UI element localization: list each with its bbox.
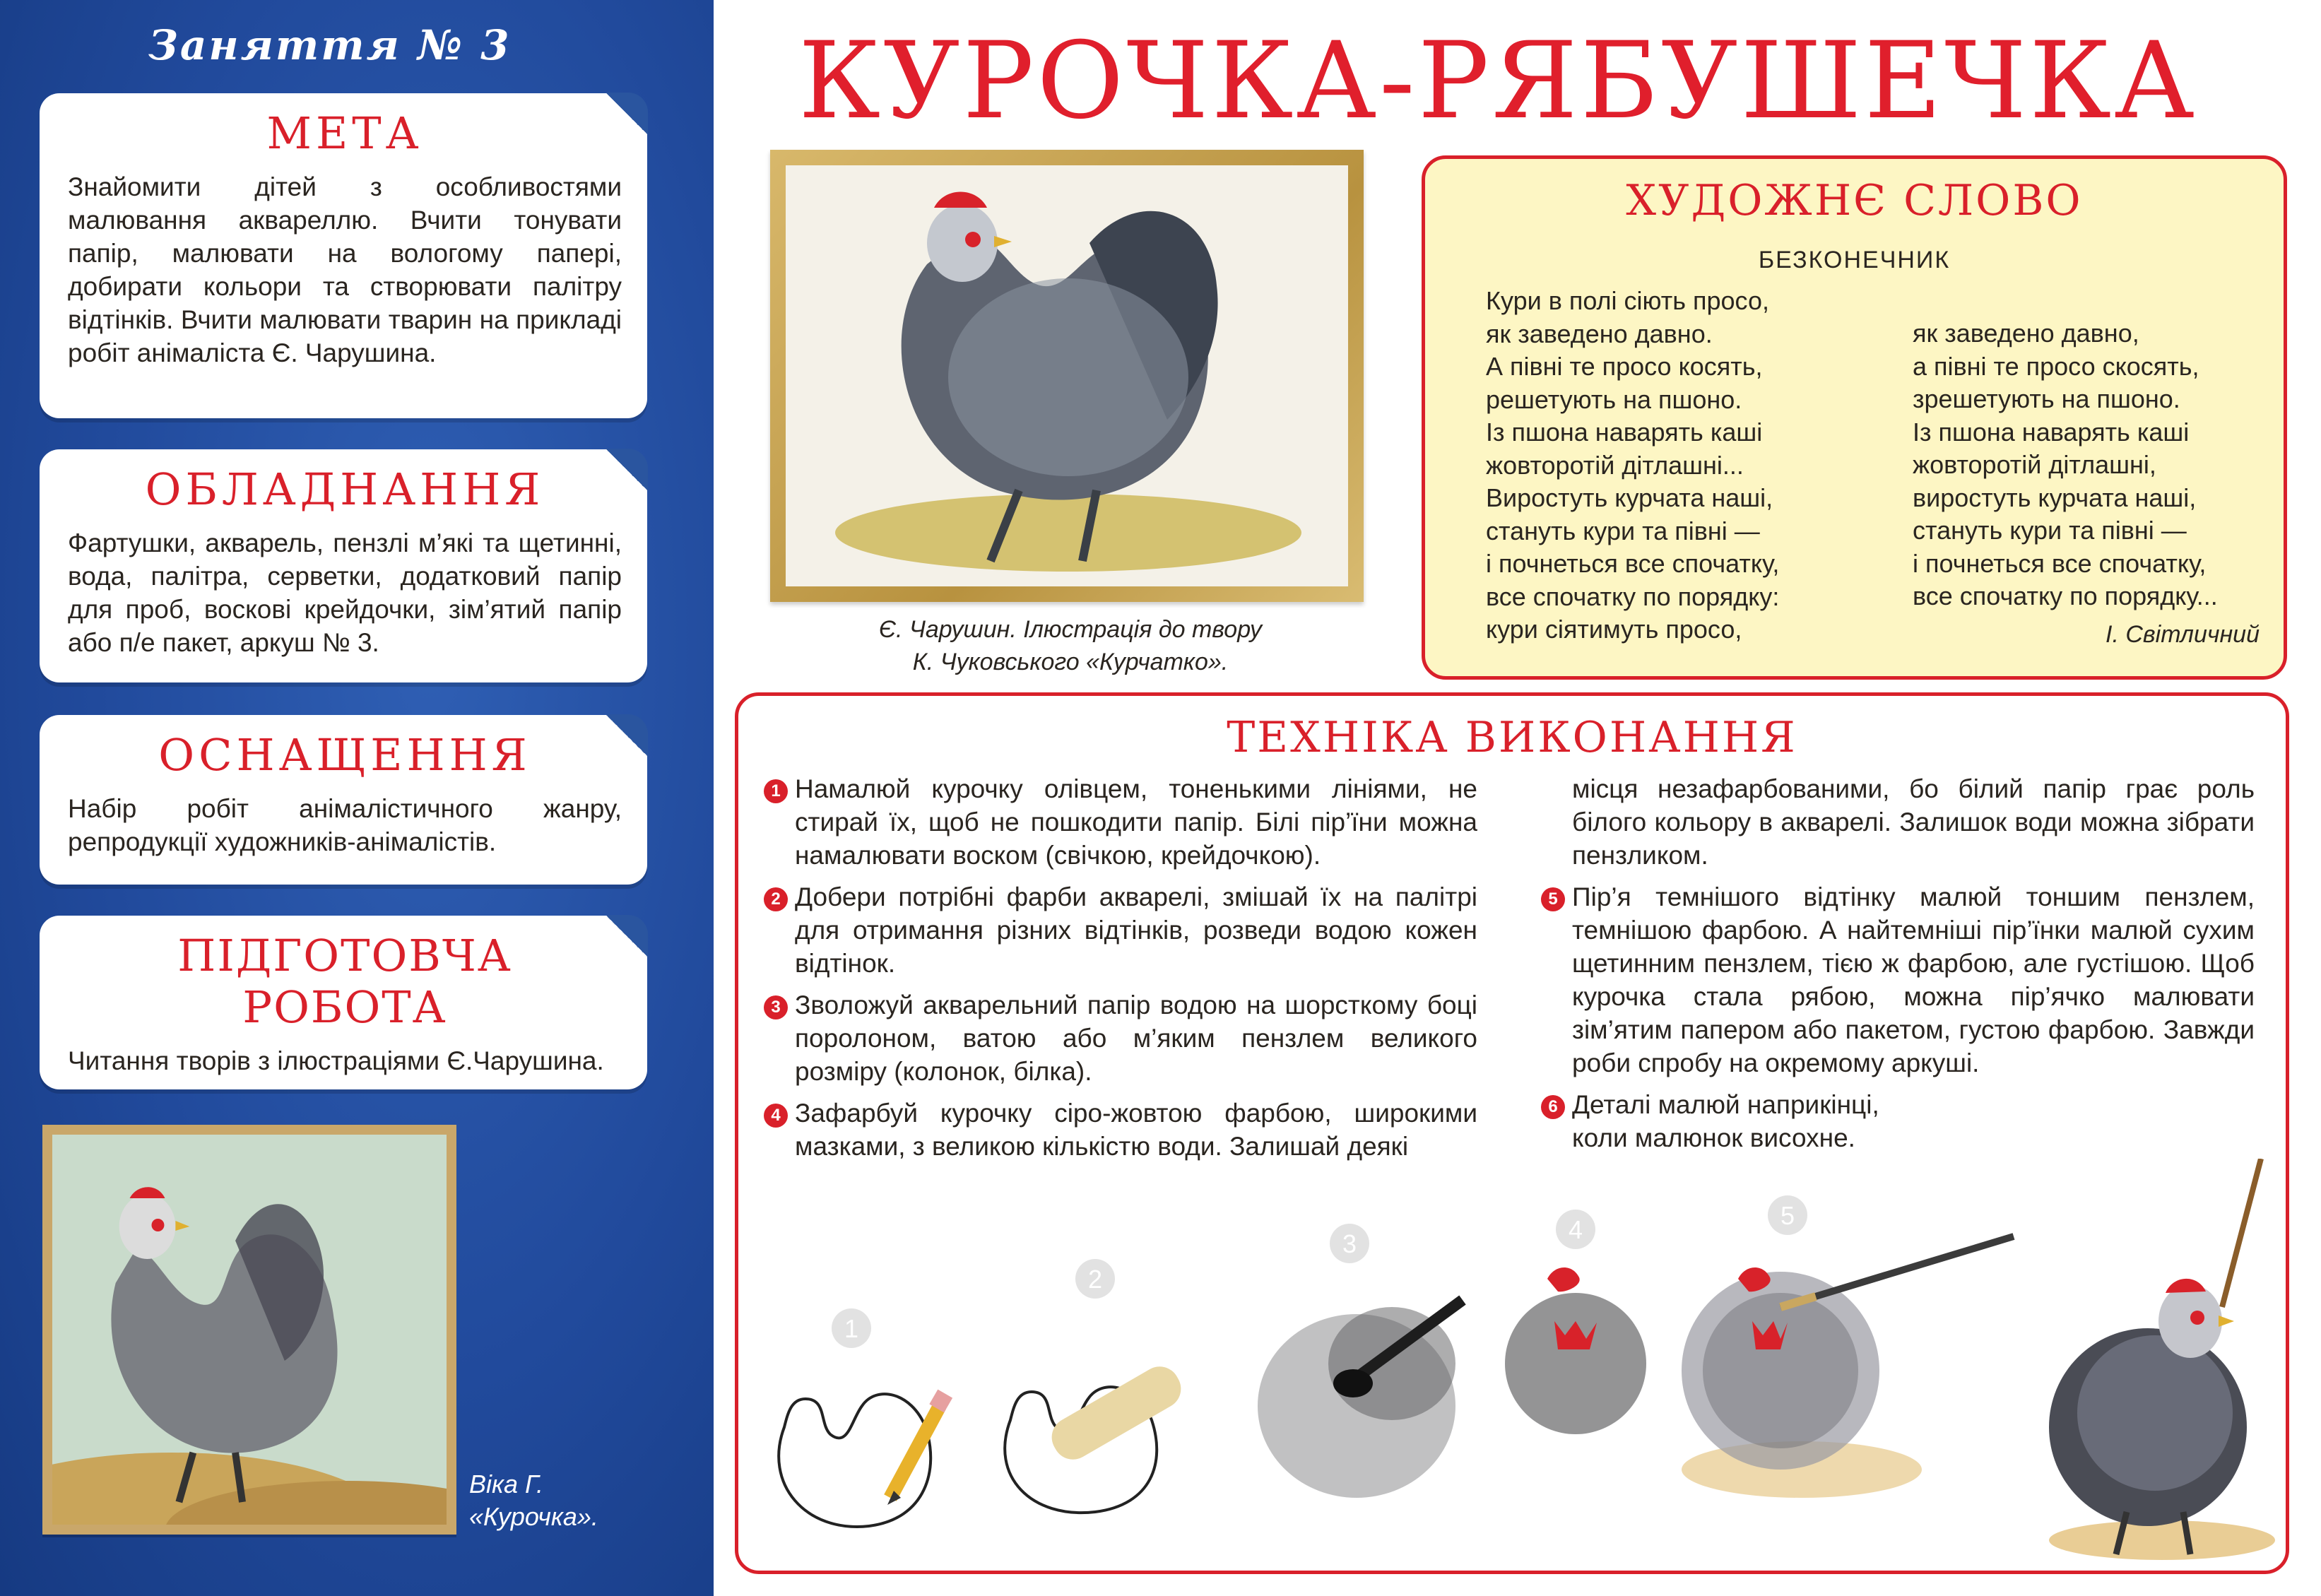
- step-3: [764, 988, 1477, 1088]
- step-5: [1541, 880, 2255, 1080]
- poem-line: як заведено давно,: [1913, 319, 2139, 348]
- poem-line: жовторотій дітлашні,: [1913, 450, 2156, 479]
- lesson-label: Заняття № 3: [148, 21, 512, 69]
- poem-line: і почнеться все спочатку,: [1913, 548, 2207, 578]
- poem-line: Із пшона наварять каші: [1913, 417, 2190, 447]
- card-preparation-title: ПІДГОТОВЧА РОБОТА: [177, 930, 512, 1033]
- sidebar: [0, 0, 714, 1596]
- stage-3-image: [1251, 1201, 1505, 1512]
- step-4-continued: [1541, 772, 2255, 872]
- drawing-stages: [742, 1159, 2282, 1561]
- child-caption-title: «Курочка».: [469, 1502, 598, 1531]
- poem-line: зрешетують на пшоно.: [1913, 384, 2180, 413]
- card-goal-title: МЕТА: [266, 107, 423, 159]
- charushin-hen-image: [786, 165, 1348, 586]
- poem-line: як заведено давно.: [1486, 319, 1713, 348]
- poem-column-1: [1486, 285, 1779, 646]
- art-word-panel: [1422, 155, 2287, 680]
- card-goal: [40, 93, 647, 418]
- poem-line: і почнеться все спочатку,: [1486, 549, 1780, 578]
- child-caption-author: Віка Г.: [469, 1470, 544, 1499]
- poem-line: стануть кури та півні —: [1913, 516, 2187, 545]
- stage-2-number: 2: [1087, 1265, 1103, 1294]
- child-drawing-hen-image: [52, 1135, 447, 1525]
- card-preparation: [40, 916, 647, 1089]
- stage-1-number: 1: [844, 1314, 859, 1343]
- card-materials-text: Набір робіт анімалістичного жанру, репродукції художників-анімалістів.: [68, 794, 622, 856]
- step-6: [1541, 1088, 1937, 1154]
- stage-5-image: [1675, 1173, 2042, 1505]
- step-number-badge: 5: [1541, 887, 1565, 911]
- card-materials-title: ОСНАЩЕННЯ: [158, 729, 531, 781]
- card-materials: [40, 715, 647, 885]
- art-word-title: ХУДОЖНЄ СЛОВО: [1626, 176, 2083, 225]
- illustration-caption-line1: Є. Чарушин. Ілюстрація до твору: [879, 616, 1262, 643]
- step-text: Пір’я темнішого відтінку малюй тоншим пензлем, темнішою фарбою. А найтемніші пір’їнки малюй сухим щетинним пензлем, тією ж фарбою, але густішою. Щоб курочка стала рябою, можна пір’ячко малювати зім’ятим папером або пакетом, густою фарбою. Завжди роби спробу на окремому аркуші.: [1572, 882, 2255, 1077]
- poem-line: решетують на пшоно.: [1486, 384, 1742, 414]
- steps-column-right: [1541, 772, 2255, 1163]
- step-text: Зволожуй акварельний папір водою на шорсткому боці поролоном, ватою або м’яким пензлем великого розміру (колонок, білка).: [795, 991, 1477, 1086]
- step-2: [764, 880, 1477, 980]
- stage-2-image: [989, 1236, 1229, 1519]
- step-number-badge: 6: [1541, 1095, 1565, 1119]
- poem-line: Із пшона наварять каші: [1486, 418, 1763, 447]
- poem-line: стануть кури та півні —: [1486, 516, 1760, 545]
- stage-3-number: 3: [1342, 1229, 1357, 1258]
- stage-5-number: 5: [1780, 1201, 1795, 1230]
- stage-4-number: 4: [1568, 1215, 1583, 1244]
- illustration-frame: [770, 150, 1364, 602]
- poem-line: жовторотій дітлашні...: [1486, 450, 1744, 480]
- stage-1-image: [763, 1286, 982, 1540]
- poem-title: БЕЗКОНЕЧНИК: [1758, 247, 1951, 273]
- step-text: Деталі малюй наприкінці, коли малюнок висохне.: [1572, 1090, 1879, 1152]
- technique-title: ТЕХНІКА ВИКОНАННЯ: [1227, 713, 1797, 762]
- card-goal-text: Знайомити дітей з особливостями малювання аквареллю. Вчити тонувати папір, малювати на вологому папері, добирати кольори та створювати палітру відтінків. Вчити малювати тварин на прикладі робіт анімаліста Є. Чарушина.: [68, 172, 622, 367]
- steps-column-left: [764, 772, 1477, 1171]
- step-text: Зафарбуй курочку сіро-жовтою фарбою, широкими мазками, з великою кількістю води. Залишай деякі: [795, 1099, 1477, 1161]
- poem-line: виростуть курчата наші,: [1913, 483, 2197, 512]
- illustration-caption-line2: К. Чуковського «Курчатко».: [912, 649, 1229, 675]
- step-number-badge: 4: [764, 1104, 788, 1128]
- card-preparation-text: Читання творів з ілюстраціями Є.Чарушина.: [68, 1046, 604, 1075]
- poem-author: І. Світличний: [2106, 621, 2260, 648]
- step-text: місця незафарбованими, бо білий папір грає роль білого кольору в акварелі. Залишок води можна зібрати пензликом.: [1572, 774, 2255, 870]
- poem-line: а півні те просо скосять,: [1913, 351, 2199, 381]
- card-equipment-title: ОБЛАДНАННЯ: [145, 463, 545, 515]
- poem-line: Кури в полі сіють просо,: [1486, 286, 1769, 315]
- poem-line: Виростуть курчата наші,: [1486, 483, 1773, 512]
- step-text: Намалюй курочку олівцем, тоненькими лініями, не стирай їх, щоб не пошкодити папір. Білі пір’їни можна намалювати воском (свічкою, крейдочкою).: [795, 774, 1477, 870]
- step-number-badge: 3: [764, 995, 788, 1019]
- card-equipment-text: Фартушки, акварель, пензлі м’які та щетинні, вода, палітра, серветки, додатковий папір для проб, воскові крейдочки, зім’ятий папір або п/е пакет, аркуш № 3.: [68, 528, 622, 657]
- poem-line: А півні те просо косять,: [1486, 352, 1763, 381]
- illustration-caption: [763, 613, 1378, 678]
- final-hen-image: [2049, 1159, 2282, 1561]
- card-equipment: [40, 449, 647, 682]
- step-number-badge: 1: [764, 779, 788, 803]
- step-number-badge: 2: [764, 887, 788, 911]
- poem-line: все спочатку по порядку...: [1913, 581, 2218, 610]
- step-1: [764, 772, 1477, 872]
- step-4: [764, 1096, 1477, 1163]
- poem-column-2: [1913, 317, 2218, 613]
- step-text: Добери потрібні фарби акварелі, змішай їх на палітрі для отримання різних відтінків, розведи водою кожен відтінок.: [795, 882, 1477, 978]
- stage-4-image: [1498, 1187, 1667, 1455]
- child-drawing: [42, 1125, 456, 1535]
- poem-line: все спочатку по порядку:: [1486, 581, 1780, 611]
- poem-line: кури сіятимуть просо,: [1486, 615, 1742, 644]
- child-drawing-caption: [469, 1468, 598, 1533]
- page-title: КУРОЧКА-РЯБУШЕЧКА: [798, 20, 2197, 143]
